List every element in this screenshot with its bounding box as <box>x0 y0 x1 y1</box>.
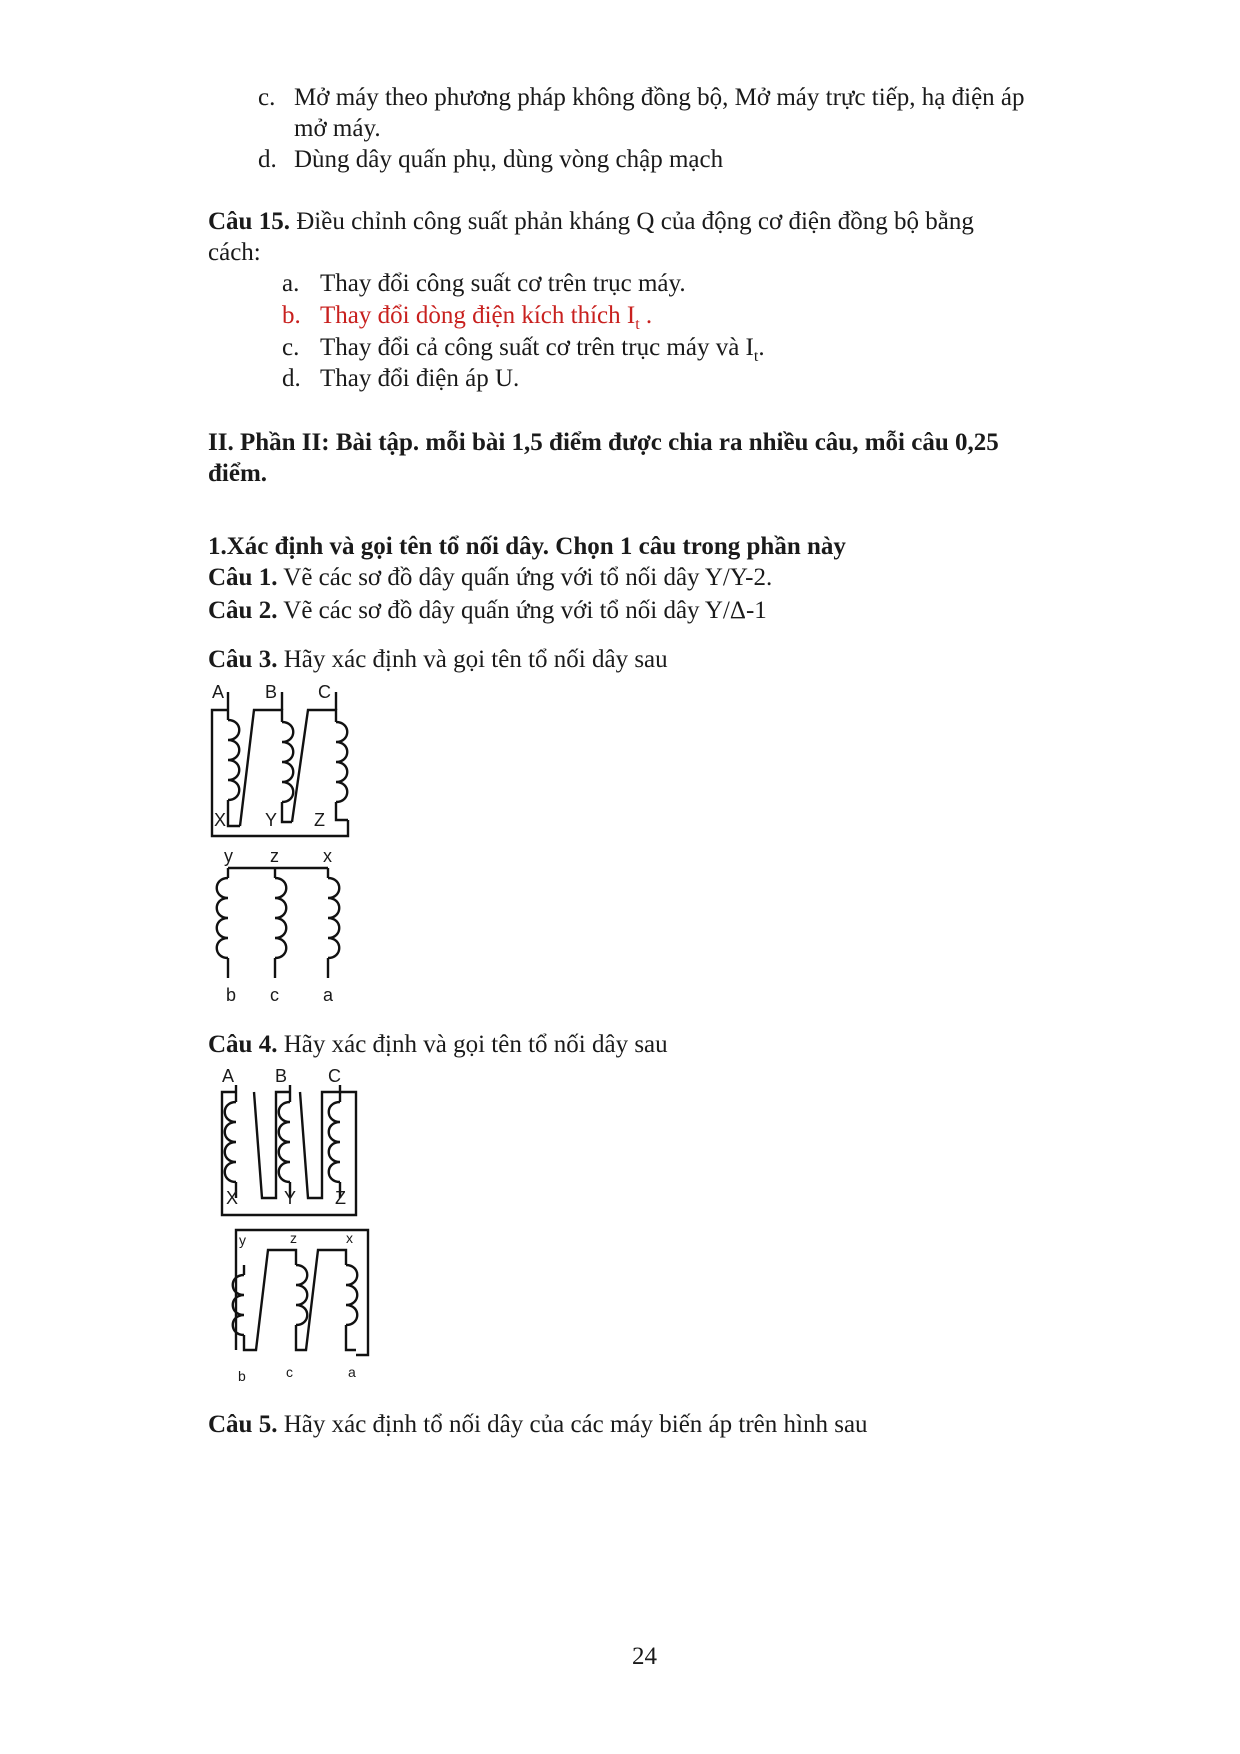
terminal-label: C <box>328 1066 341 1086</box>
subscript: t <box>635 316 640 333</box>
option-c-line2: mở máy. <box>294 115 381 142</box>
question-text: Hãy xác định và gọi tên tổ nối dây sau <box>277 646 668 673</box>
option-d-text: Thay đổi điện áp U. <box>320 365 520 392</box>
question-text: Hãy xác định và gọi tên tổ nối dây sau <box>277 1031 668 1058</box>
question-label: Câu 3. <box>208 646 278 673</box>
option-a-text: Thay đổi công suất cơ trên trục máy. <box>320 270 686 297</box>
question-5 <box>208 1410 868 1440</box>
terminal-label: Y <box>265 810 278 830</box>
question-label: Câu 2. <box>208 597 278 624</box>
terminal-label: A <box>212 682 225 702</box>
option-marker: c. <box>282 334 300 361</box>
terminal-label: Y <box>284 1188 297 1208</box>
terminal-label: a <box>323 985 334 1005</box>
terminal-label: b <box>226 985 237 1005</box>
page-number: 24 <box>632 1643 657 1670</box>
option-marker: a. <box>282 270 300 297</box>
option-tail: . <box>758 334 765 361</box>
option-c-line1: Mở máy theo phương pháp không đồng bộ, Mở máy trực tiếp, hạ điện áp <box>294 84 1025 111</box>
question-text: Điều chỉnh công suất phản kháng Q của động cơ điện đồng bộ bằng <box>289 208 974 235</box>
terminal-label: z <box>270 846 279 866</box>
question-label: Câu 4. <box>208 1031 278 1058</box>
question-label: Câu 15. <box>208 208 290 235</box>
question-text: Hãy xác định tổ nối dây của các máy biến áp trên hình sau <box>277 1411 868 1438</box>
terminal-label: X <box>214 810 227 830</box>
option-marker: b. <box>282 302 301 329</box>
question-text: Vẽ các sơ đồ dây quấn ứng với tổ nối dây Y/Δ-1 <box>277 597 767 624</box>
question-text: Vẽ các sơ đồ dây quấn ứng với tổ nối dây Y/Y-2. <box>277 564 773 591</box>
terminal-label: a <box>348 1364 356 1380</box>
subscript: t <box>753 348 759 365</box>
answer-tail: . <box>639 302 653 329</box>
option-marker: d. <box>282 365 301 392</box>
terminal-label: b <box>238 1368 246 1384</box>
answer-text: Thay đổi dòng điện kích thích I <box>320 302 636 329</box>
terminal-label: B <box>275 1066 288 1086</box>
terminal-label: z <box>290 1230 297 1246</box>
option-marker: c. <box>258 84 276 111</box>
terminal-label: X <box>226 1188 239 1208</box>
part2-heading-line2: điểm. <box>208 460 268 487</box>
option-marker: d. <box>258 146 277 173</box>
terminal-label: A <box>222 1066 235 1086</box>
question-15-line2: cách: <box>208 239 261 266</box>
question-label: Câu 5. <box>208 1411 278 1438</box>
part2-heading: II. Phần II: Bài tập. mỗi bài 1,5 điểm được chia ra nhiều câu, mỗi câu 0,25 <box>208 429 999 456</box>
option-d-text: Dùng dây quấn phụ, dùng vòng chập mạch <box>294 146 724 173</box>
terminal-label: C <box>318 682 331 702</box>
question-label: Câu 1. <box>208 564 278 591</box>
terminal-label: y <box>239 1232 246 1248</box>
terminal-label: B <box>265 682 278 702</box>
section-heading: 1.Xác định và gọi tên tổ nối dây. Chọn 1 câu trong phần này <box>208 533 846 560</box>
terminal-label: Z <box>314 810 325 830</box>
terminal-label: x <box>323 846 332 866</box>
terminal-label: c <box>286 1364 293 1380</box>
terminal-label: y <box>224 846 233 866</box>
terminal-label: Z <box>335 1188 346 1208</box>
terminal-label: x <box>346 1230 353 1246</box>
option-text: Thay đổi cả công suất cơ trên trục máy và I <box>320 334 754 361</box>
terminal-label: c <box>270 985 279 1005</box>
